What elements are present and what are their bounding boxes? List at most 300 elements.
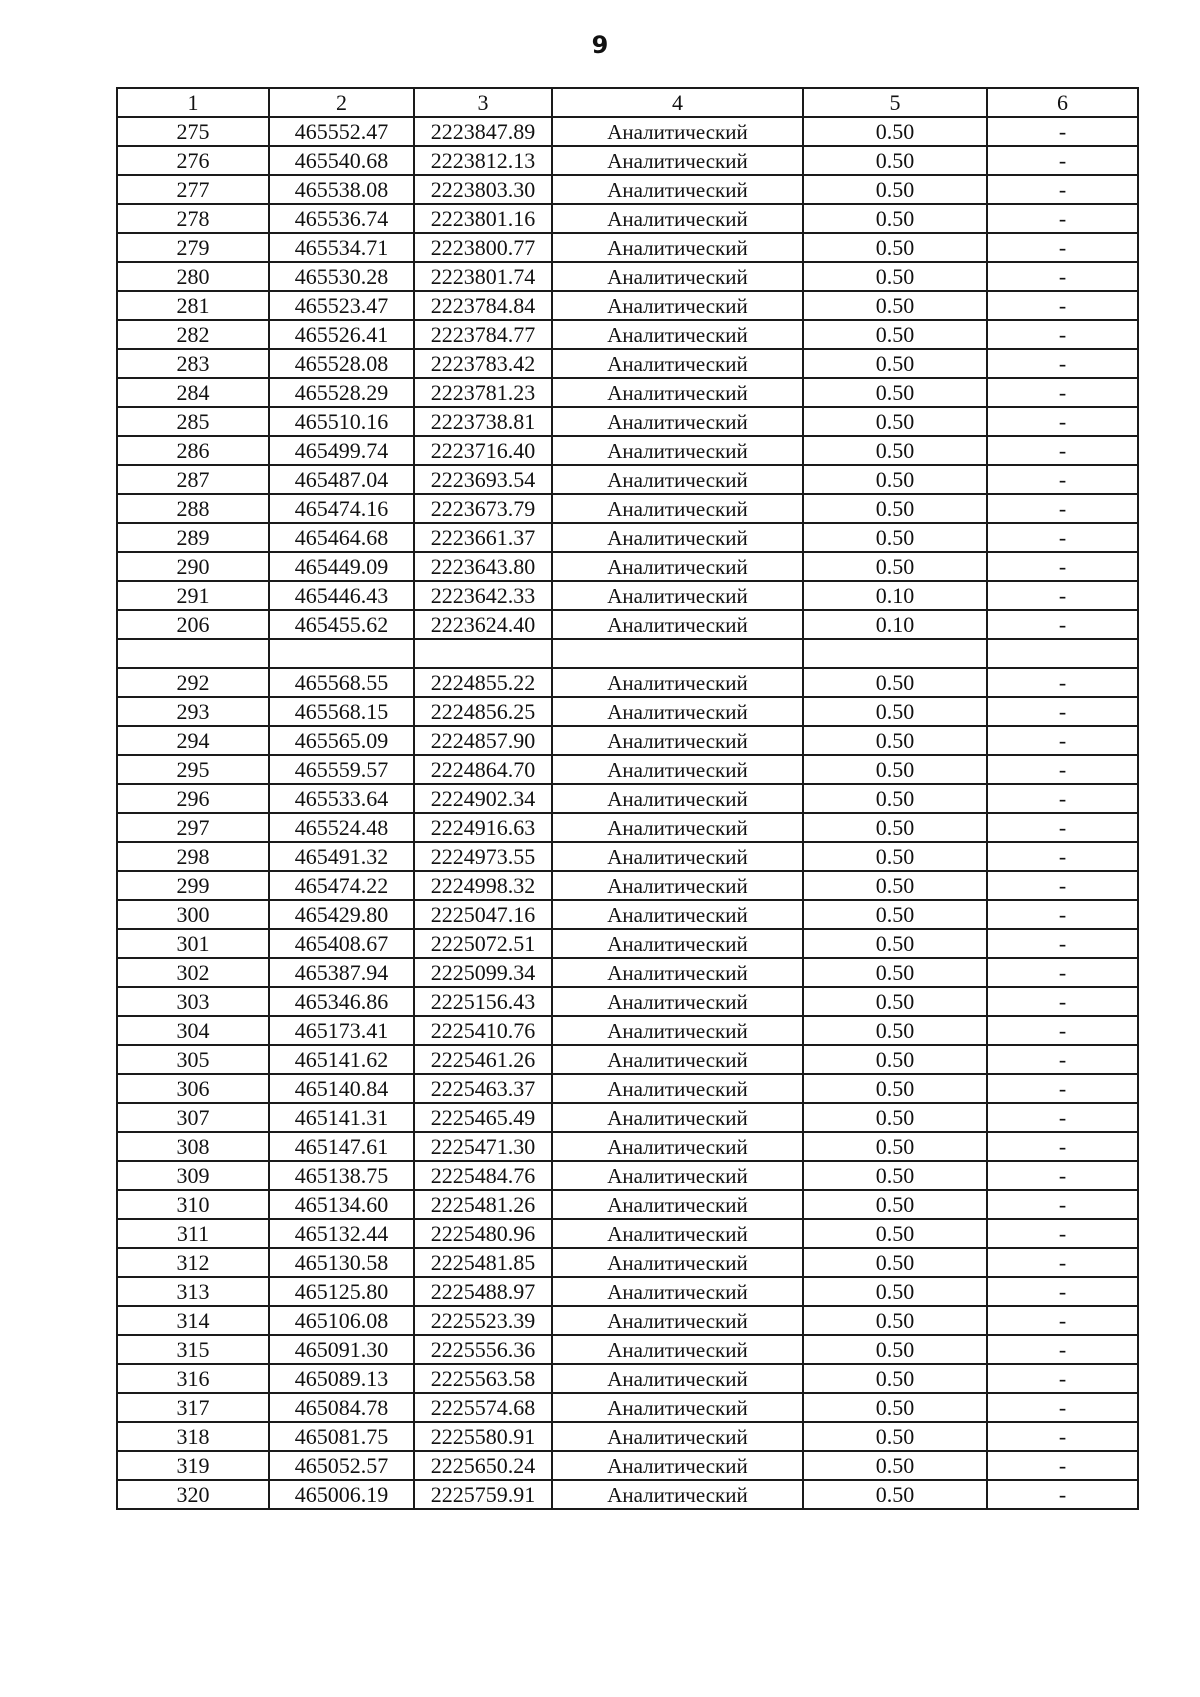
page-number: 9 [591,31,609,59]
table-row [117,320,1138,349]
cell-accuracy: 0.50 [803,204,987,233]
cell-note: - [987,1335,1138,1364]
cell-coord-x: 465147.61 [269,1132,414,1161]
cell-note: - [987,1248,1138,1277]
cell-method: Аналитический [552,842,803,871]
cell-coord-x: 465106.08 [269,1306,414,1335]
cell-note: - [987,552,1138,581]
cell-note: - [987,1045,1138,1074]
cell-note: - [987,958,1138,987]
cell-method: Аналитический [552,610,803,639]
cell-method: Аналитический [552,175,803,204]
cell-method: Аналитический [552,1277,803,1306]
cell-coord-y: 2223847.89 [414,117,552,146]
table-row [117,842,1138,871]
cell-method: Аналитический [552,349,803,378]
cell-method: Аналитический [552,494,803,523]
cell-coord-y: 2223738.81 [414,407,552,436]
cell-coord-y: 2224902.34 [414,784,552,813]
cell-coord-x: 465540.68 [269,146,414,175]
cell-coord-y: 2223716.40 [414,436,552,465]
cell-coord-x: 465140.84 [269,1074,414,1103]
table-row [117,117,1138,146]
table-row [117,871,1138,900]
cell-coord-x: 465138.75 [269,1161,414,1190]
cell-accuracy: 0.50 [803,233,987,262]
cell-coord-x: 465141.31 [269,1103,414,1132]
cell-coord-y: 2225556.36 [414,1335,552,1364]
cell-accuracy: 0.50 [803,1074,987,1103]
cell-coord-y: 2225563.58 [414,1364,552,1393]
cell-note: - [987,1480,1138,1509]
cell-note: - [987,175,1138,204]
table-row [117,465,1138,494]
cell-accuracy: 0.50 [803,697,987,726]
cell-method: Аналитический [552,320,803,349]
cell-coord-x: 465510.16 [269,407,414,436]
cell-note: - [987,784,1138,813]
table-row [117,1248,1138,1277]
cell-method: Аналитический [552,1219,803,1248]
cell-method: Аналитический [552,1103,803,1132]
cell-point-number: 315 [117,1335,269,1364]
cell-coord-y: 2223624.40 [414,610,552,639]
cell-coord-x: 465081.75 [269,1422,414,1451]
column-header: 3 [414,88,552,117]
cell-accuracy: 0.50 [803,1364,987,1393]
cell-coord-y: 2224864.70 [414,755,552,784]
cell-coord-x: 465089.13 [269,1364,414,1393]
cell-accuracy: 0.50 [803,320,987,349]
cell-coord-y: 2223801.16 [414,204,552,233]
cell-note: - [987,610,1138,639]
cell-coord-y: 2223693.54 [414,465,552,494]
cell-coord-y: 2223801.74 [414,262,552,291]
table-row [117,639,1138,668]
cell-accuracy: 0.50 [803,1393,987,1422]
cell-point-number: 275 [117,117,269,146]
cell-note: - [987,1219,1138,1248]
cell-point-number [117,639,269,668]
cell-method: Аналитический [552,813,803,842]
cell-point-number: 285 [117,407,269,436]
cell-accuracy: 0.50 [803,813,987,842]
column-header: 4 [552,88,803,117]
cell-coord-x: 465534.71 [269,233,414,262]
cell-coord-x: 465125.80 [269,1277,414,1306]
cell-point-number: 295 [117,755,269,784]
cell-method: Аналитический [552,1132,803,1161]
table-row [117,1306,1138,1335]
column-header: 2 [269,88,414,117]
cell-coord-x: 465536.74 [269,204,414,233]
cell-method: Аналитический [552,668,803,697]
cell-method: Аналитический [552,581,803,610]
cell-accuracy: 0.50 [803,378,987,407]
cell-coord-y: 2224973.55 [414,842,552,871]
cell-coord-y: 2225650.24 [414,1451,552,1480]
cell-accuracy: 0.50 [803,1045,987,1074]
cell-coord-x: 465134.60 [269,1190,414,1219]
cell-coord-x: 465568.55 [269,668,414,697]
cell-method: Аналитический [552,465,803,494]
table-row [117,726,1138,755]
cell-coord-x: 465429.80 [269,900,414,929]
cell-accuracy: 0.50 [803,349,987,378]
cell-method: Аналитический [552,1190,803,1219]
cell-coord-x: 465528.08 [269,349,414,378]
cell-accuracy: 0.50 [803,1451,987,1480]
cell-method: Аналитический [552,1335,803,1364]
cell-coord-y: 2225580.91 [414,1422,552,1451]
cell-accuracy: 0.50 [803,726,987,755]
cell-coord-x: 465538.08 [269,175,414,204]
cell-accuracy: 0.50 [803,146,987,175]
cell-coord-y: 2225523.39 [414,1306,552,1335]
table-row [117,1219,1138,1248]
cell-point-number: 305 [117,1045,269,1074]
cell-accuracy: 0.50 [803,900,987,929]
cell-accuracy: 0.50 [803,407,987,436]
cell-coord-x: 465449.09 [269,552,414,581]
cell-note: - [987,146,1138,175]
table-row [117,407,1138,436]
cell-point-number: 278 [117,204,269,233]
cell-point-number: 282 [117,320,269,349]
table-row [117,755,1138,784]
cell-note: - [987,233,1138,262]
cell-coord-x: 465006.19 [269,1480,414,1509]
cell-point-number: 299 [117,871,269,900]
cell-coord-x: 465487.04 [269,465,414,494]
cell-note: - [987,349,1138,378]
table-row [117,349,1138,378]
column-header: 1 [117,88,269,117]
cell-coord-y: 2223812.13 [414,146,552,175]
cell-point-number: 296 [117,784,269,813]
cell-method: Аналитический [552,1451,803,1480]
cell-accuracy: 0.50 [803,1219,987,1248]
cell-note: - [987,1132,1138,1161]
cell-coord-y: 2224857.90 [414,726,552,755]
cell-point-number: 312 [117,1248,269,1277]
cell-point-number: 304 [117,1016,269,1045]
table-header-row [117,88,1138,117]
cell-note: - [987,1277,1138,1306]
cell-method: Аналитический [552,1422,803,1451]
cell-accuracy: 0.50 [803,1277,987,1306]
table-row [117,900,1138,929]
cell-coord-x: 465446.43 [269,581,414,610]
cell-accuracy: 0.50 [803,1248,987,1277]
table-row [117,1393,1138,1422]
cell-coord-x: 465530.28 [269,262,414,291]
table-row [117,1364,1138,1393]
cell-coord-x: 465491.32 [269,842,414,871]
cell-method: Аналитический [552,1248,803,1277]
cell-accuracy: 0.50 [803,1335,987,1364]
cell-coord-y: 2223784.84 [414,291,552,320]
coordinates-table [116,87,1139,1510]
cell-method: Аналитический [552,117,803,146]
cell-method: Аналитический [552,146,803,175]
cell-accuracy: 0.50 [803,871,987,900]
cell-note: - [987,204,1138,233]
cell-point-number: 316 [117,1364,269,1393]
cell-accuracy: 0.50 [803,1103,987,1132]
cell-method: Аналитический [552,726,803,755]
cell-method: Аналитический [552,407,803,436]
cell-coord-y: 2225156.43 [414,987,552,1016]
cell-coord-y: 2223643.80 [414,552,552,581]
cell-point-number: 290 [117,552,269,581]
cell-coord-x: 465464.68 [269,523,414,552]
cell-method: Аналитический [552,1480,803,1509]
cell-note: - [987,262,1138,291]
table-row [117,1103,1138,1132]
cell-accuracy: 0.50 [803,1306,987,1335]
table-row [117,1190,1138,1219]
cell-note: - [987,494,1138,523]
table-row [117,1016,1138,1045]
cell-point-number: 206 [117,610,269,639]
cell-coord-y: 2225410.76 [414,1016,552,1045]
cell-method: Аналитический [552,291,803,320]
cell-note: - [987,697,1138,726]
cell-note: - [987,842,1138,871]
table-row [117,929,1138,958]
table-row [117,610,1138,639]
cell-point-number: 280 [117,262,269,291]
cell-accuracy: 0.50 [803,755,987,784]
cell-coord-y: 2223800.77 [414,233,552,262]
cell-point-number: 287 [117,465,269,494]
cell-coord-y: 2225480.96 [414,1219,552,1248]
cell-accuracy [803,639,987,668]
cell-point-number: 284 [117,378,269,407]
cell-coord-y: 2225047.16 [414,900,552,929]
cell-accuracy: 0.50 [803,1016,987,1045]
cell-method: Аналитический [552,233,803,262]
cell-note [987,639,1138,668]
cell-note: - [987,726,1138,755]
cell-point-number: 297 [117,813,269,842]
cell-coord-y: 2225481.26 [414,1190,552,1219]
cell-coord-y: 2223803.30 [414,175,552,204]
cell-coord-x: 465387.94 [269,958,414,987]
cell-method [552,639,803,668]
cell-coord-y: 2223783.42 [414,349,552,378]
cell-accuracy: 0.10 [803,581,987,610]
cell-coord-x: 465052.57 [269,1451,414,1480]
cell-point-number: 303 [117,987,269,1016]
cell-accuracy: 0.50 [803,465,987,494]
cell-coord-x: 465132.44 [269,1219,414,1248]
cell-accuracy: 0.50 [803,1161,987,1190]
cell-note: - [987,378,1138,407]
cell-point-number: 308 [117,1132,269,1161]
cell-accuracy: 0.50 [803,1480,987,1509]
cell-point-number: 298 [117,842,269,871]
table-row [117,494,1138,523]
cell-note: - [987,755,1138,784]
table-row [117,175,1138,204]
cell-coord-y: 2223661.37 [414,523,552,552]
cell-note: - [987,581,1138,610]
cell-coord-x: 465091.30 [269,1335,414,1364]
cell-note: - [987,1451,1138,1480]
cell-point-number: 289 [117,523,269,552]
cell-accuracy: 0.50 [803,842,987,871]
cell-coord-y: 2225471.30 [414,1132,552,1161]
cell-method: Аналитический [552,204,803,233]
cell-coord-x: 465524.48 [269,813,414,842]
cell-note: - [987,900,1138,929]
cell-coord-x: 465474.22 [269,871,414,900]
table-row [117,784,1138,813]
cell-accuracy: 0.50 [803,117,987,146]
cell-coord-x: 465141.62 [269,1045,414,1074]
table-row [117,523,1138,552]
cell-coord-y: 2225484.76 [414,1161,552,1190]
cell-coord-y: 2223642.33 [414,581,552,610]
cell-coord-x: 465408.67 [269,929,414,958]
cell-note: - [987,1161,1138,1190]
cell-note: - [987,929,1138,958]
cell-accuracy: 0.50 [803,175,987,204]
cell-coord-y: 2225465.49 [414,1103,552,1132]
cell-point-number: 306 [117,1074,269,1103]
cell-note: - [987,1103,1138,1132]
cell-point-number: 279 [117,233,269,262]
cell-coord-y: 2224998.32 [414,871,552,900]
cell-coord-y: 2224855.22 [414,668,552,697]
cell-note: - [987,1393,1138,1422]
cell-point-number: 301 [117,929,269,958]
table-row [117,668,1138,697]
cell-method: Аналитический [552,1364,803,1393]
cell-method: Аналитический [552,900,803,929]
cell-note: - [987,813,1138,842]
cell-method: Аналитический [552,436,803,465]
cell-accuracy: 0.50 [803,1190,987,1219]
cell-point-number: 286 [117,436,269,465]
cell-coord-y: 2223781.23 [414,378,552,407]
table-row [117,1422,1138,1451]
cell-method: Аналитический [552,262,803,291]
cell-note: - [987,668,1138,697]
cell-coord-y: 2225463.37 [414,1074,552,1103]
cell-coord-y [414,639,552,668]
cell-coord-y: 2225574.68 [414,1393,552,1422]
cell-coord-x: 465533.64 [269,784,414,813]
table-row [117,581,1138,610]
cell-accuracy: 0.50 [803,494,987,523]
table-row [117,987,1138,1016]
cell-accuracy: 0.50 [803,929,987,958]
cell-coord-x: 465565.09 [269,726,414,755]
cell-point-number: 294 [117,726,269,755]
cell-point-number: 314 [117,1306,269,1335]
cell-accuracy: 0.50 [803,436,987,465]
column-header: 6 [987,88,1138,117]
cell-coord-x: 465474.16 [269,494,414,523]
cell-point-number: 300 [117,900,269,929]
cell-note: - [987,407,1138,436]
cell-accuracy: 0.50 [803,1422,987,1451]
cell-point-number: 309 [117,1161,269,1190]
cell-coord-x: 465130.58 [269,1248,414,1277]
cell-coord-x: 465552.47 [269,117,414,146]
cell-coord-x: 465346.86 [269,987,414,1016]
cell-note: - [987,320,1138,349]
cell-method: Аналитический [552,755,803,784]
cell-method: Аналитический [552,552,803,581]
table-row [117,1074,1138,1103]
table-row [117,1451,1138,1480]
cell-coord-x: 465568.15 [269,697,414,726]
cell-method: Аналитический [552,1306,803,1335]
cell-coord-x [269,639,414,668]
cell-method: Аналитический [552,1161,803,1190]
cell-accuracy: 0.50 [803,987,987,1016]
cell-coord-x: 465455.62 [269,610,414,639]
table-body [117,117,1138,1509]
cell-coord-x: 465084.78 [269,1393,414,1422]
table-row [117,552,1138,581]
table-row [117,378,1138,407]
cell-point-number: 281 [117,291,269,320]
cell-point-number: 292 [117,668,269,697]
cell-coord-x: 465499.74 [269,436,414,465]
table-row [117,1132,1138,1161]
cell-coord-x: 465559.57 [269,755,414,784]
cell-method: Аналитический [552,987,803,1016]
cell-point-number: 302 [117,958,269,987]
cell-accuracy: 0.50 [803,552,987,581]
cell-point-number: 318 [117,1422,269,1451]
cell-accuracy: 0.50 [803,262,987,291]
cell-coord-x: 465523.47 [269,291,414,320]
table-row [117,1161,1138,1190]
cell-note: - [987,465,1138,494]
cell-coord-y: 2224856.25 [414,697,552,726]
cell-note: - [987,1364,1138,1393]
cell-coord-y: 2225461.26 [414,1045,552,1074]
cell-coord-y: 2225072.51 [414,929,552,958]
cell-method: Аналитический [552,1393,803,1422]
cell-point-number: 311 [117,1219,269,1248]
table-row [117,813,1138,842]
table-row [117,1277,1138,1306]
cell-point-number: 288 [117,494,269,523]
table-row [117,1045,1138,1074]
cell-note: - [987,871,1138,900]
table-row [117,1335,1138,1364]
cell-coord-x: 465173.41 [269,1016,414,1045]
cell-accuracy: 0.10 [803,610,987,639]
table-row [117,233,1138,262]
cell-method: Аналитический [552,1016,803,1045]
cell-coord-y: 2224916.63 [414,813,552,842]
cell-accuracy: 0.50 [803,958,987,987]
cell-point-number: 283 [117,349,269,378]
table-row [117,262,1138,291]
cell-accuracy: 0.50 [803,1132,987,1161]
cell-point-number: 320 [117,1480,269,1509]
table-row [117,958,1138,987]
cell-point-number: 276 [117,146,269,175]
